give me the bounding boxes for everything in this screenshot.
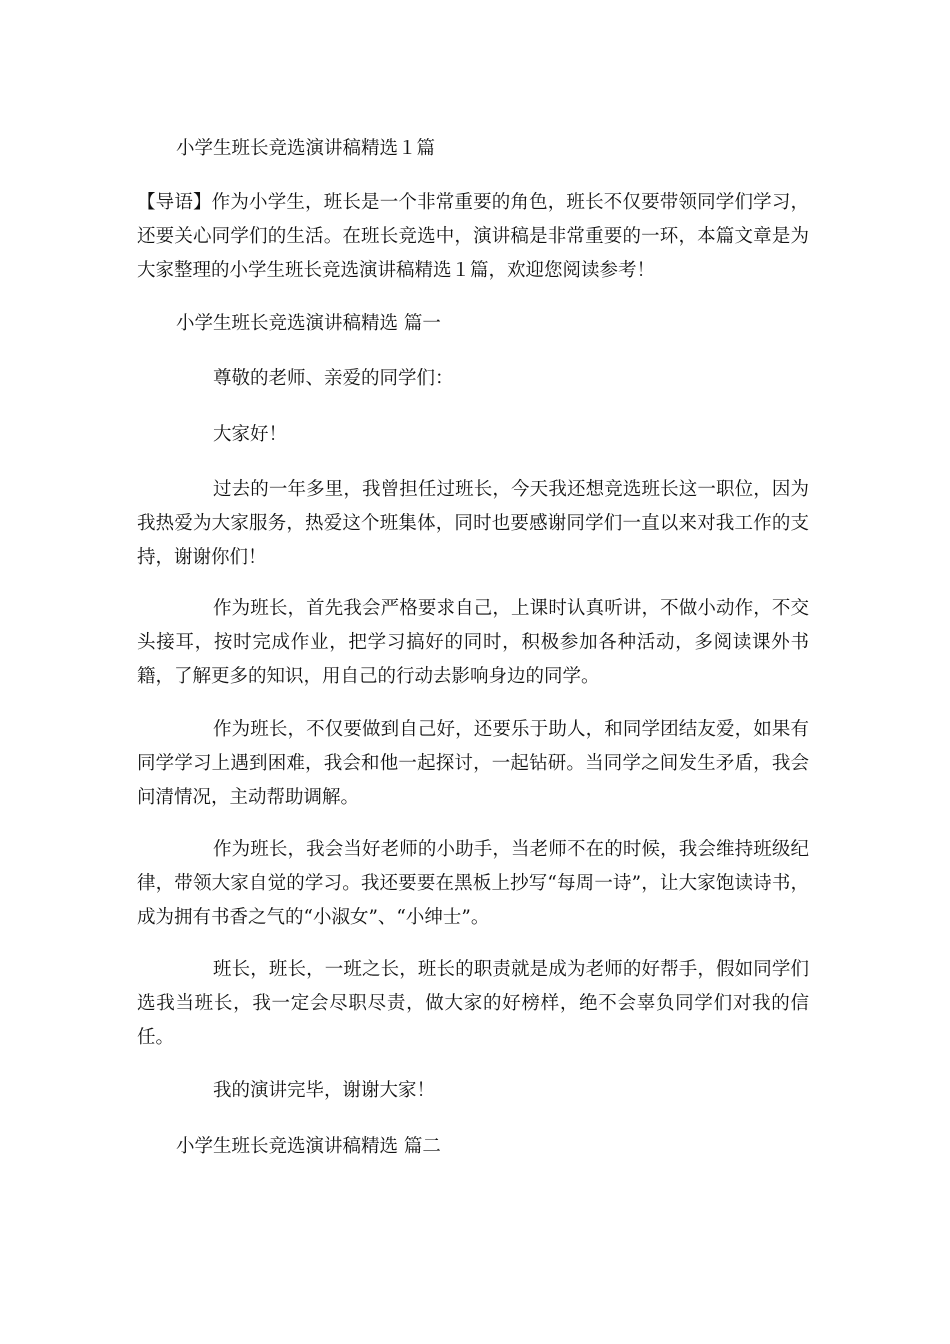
greeting: 大家好！ [213, 424, 288, 445]
body-paragraph-1: 过去的一年多里，我曾担任过班长，今天我还想竞选班长这一职位，因为我热爱为大家服务，热爱这个班集体，同时也要感谢同学们一直以来对我工作的支持，谢谢你们！ [137, 479, 809, 568]
closing: 我的演讲完毕，谢谢大家！ [213, 1080, 436, 1101]
body-paragraph-2: 作为班长，首先我会严格要求自己，上课时认真听讲，不做小动作，不交头接耳，按时完成作业，把学习搞好的同时，积极参加各种活动，多阅读课外书籍，了解更多的知识，用自己的行动去影响身边的同学。 [137, 598, 809, 687]
body-paragraph-4: 作为班长，我会当好老师的小助手，当老师不在的时候，我会维持班级纪律，带领大家自觉的学习。我还要要在黑板上抄写“每周一诗”，让大家饱读诗书，成为拥有书香之气的“小淑女”、“小绅士”。 [137, 839, 809, 928]
body-paragraph-5: 班长，班长，一班之长，班长的职责就是成为老师的好帮手，假如同学们选我当班长，我一定会尽职尽责，做大家的好榜样，绝不会辜负同学们对我的信任。 [137, 959, 809, 1048]
section-heading-2: 小学生班长竞选演讲稿精选 篇二 [176, 1136, 441, 1157]
salutation: 尊敬的老师、亲爱的同学们： [213, 368, 454, 389]
document-title: 小学生班长竞选演讲稿精选１篇 [176, 138, 436, 159]
section-heading-1: 小学生班长竞选演讲稿精选 篇一 [176, 313, 441, 334]
body-paragraph-3: 作为班长，不仅要做到自己好，还要乐于助人，和同学团结友爱，如果有同学学习上遇到困难，我会和他一起探讨，一起钻研。当同学之间发生矛盾，我会问清情况，主动帮助调解。 [137, 719, 809, 808]
intro-paragraph: 【导语】作为小学生，班长是一个非常重要的角色，班长不仅要带领同学们学习，还要关心同学们的生活。在班长竞选中，演讲稿是非常重要的一环，本篇文章是为大家整理的小学生班长竞选演讲稿精选１篇，欢迎您阅读参考！ [137, 192, 809, 281]
